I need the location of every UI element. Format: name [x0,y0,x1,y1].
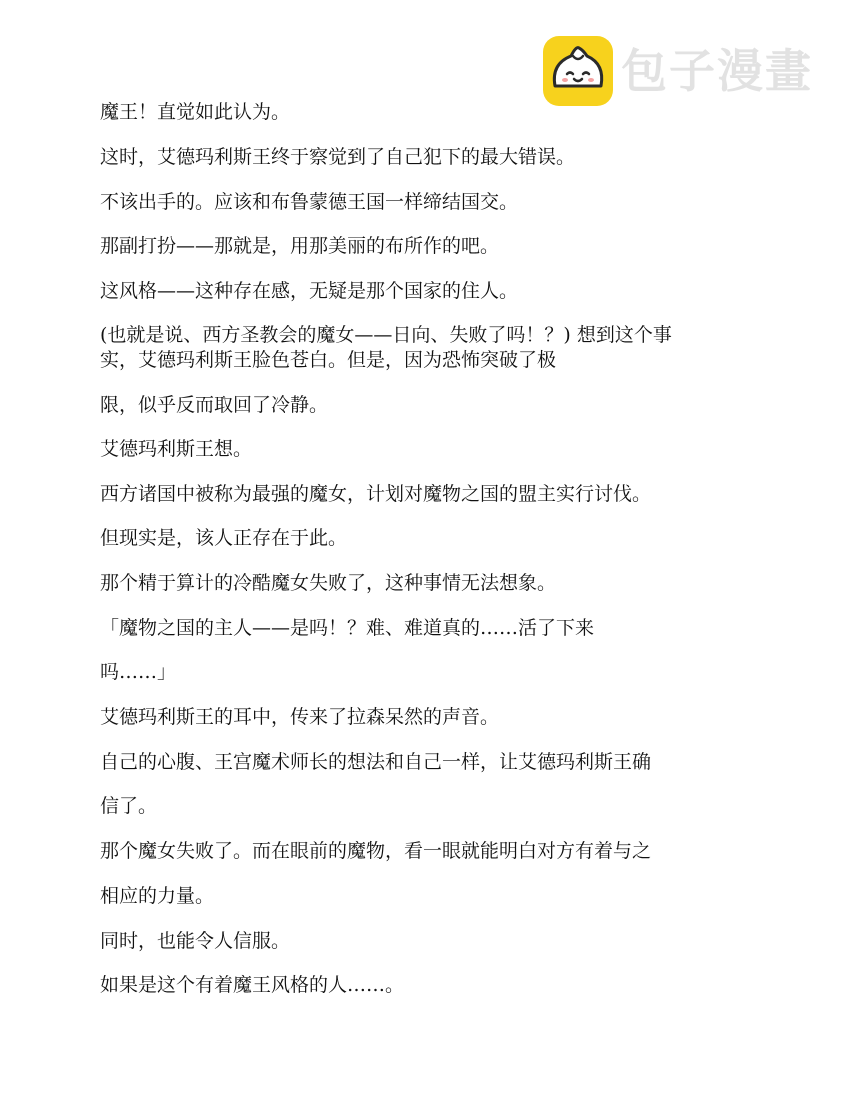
watermark-text: 包子漫畫 [621,44,813,98]
paragraph-line: 限，似乎反而取回了冷静。 [100,394,329,416]
watermark-logo [543,36,823,108]
paragraph-line: 「魔物之国的主人——是吗！？难、难道真的……活了下来 [100,617,595,639]
paragraph-line: 同时，也能令人信服。 [100,930,291,952]
paragraph-line: 那个精于算计的冷酷魔女失败了，这种事情无法想象。 [100,572,557,594]
paragraph-line: 相应的力量。 [100,885,215,907]
bun-mascot-icon [543,36,613,106]
paragraph-line: 如果是这个有着魔王风格的人……。 [100,974,405,996]
paragraph-line: 这风格——这种存在感，无疑是那个国家的住人。 [100,280,519,302]
paragraph-line: 信了。 [100,795,158,817]
paragraph-line: 不该出手的。应该和布鲁蒙德王国一样缔结国交。 [100,191,519,213]
paragraph-line: 自己的心腹、王宫魔术师长的想法和自己一样，让艾德玛利斯王确 [100,751,652,773]
paragraph-line: 但现实是，该人正存在于此。 [100,527,348,549]
paragraph-line: 那副打扮——那就是，用那美丽的布所作的吧。 [100,235,500,257]
paragraph-line: 这时，艾德玛利斯王终于察觉到了自己犯下的最大错误。 [100,146,576,168]
paragraph-line: 实，艾德玛利斯王脸色苍白。但是，因为恐怖突破了极 [100,349,557,371]
paragraph-line: (也就是说、西方圣教会的魔女——日向、失败了吗！？) 想到这个事 [100,324,672,346]
paragraph-line: 西方诸国中被称为最强的魔女，计划对魔物之国的盟主实行讨伐。 [100,483,652,505]
paragraph-line: 那个魔女失败了。而在眼前的魔物，看一眼就能明白对方有着与之 [100,840,652,862]
paragraph-line: 魔王！直觉如此认为。 [100,101,291,123]
paragraph-line: 艾德玛利斯王想。 [100,438,253,460]
paragraph-line: 吗……」 [100,661,177,683]
paragraph-line: 艾德玛利斯王的耳中，传来了拉森呆然的声音。 [100,706,500,728]
